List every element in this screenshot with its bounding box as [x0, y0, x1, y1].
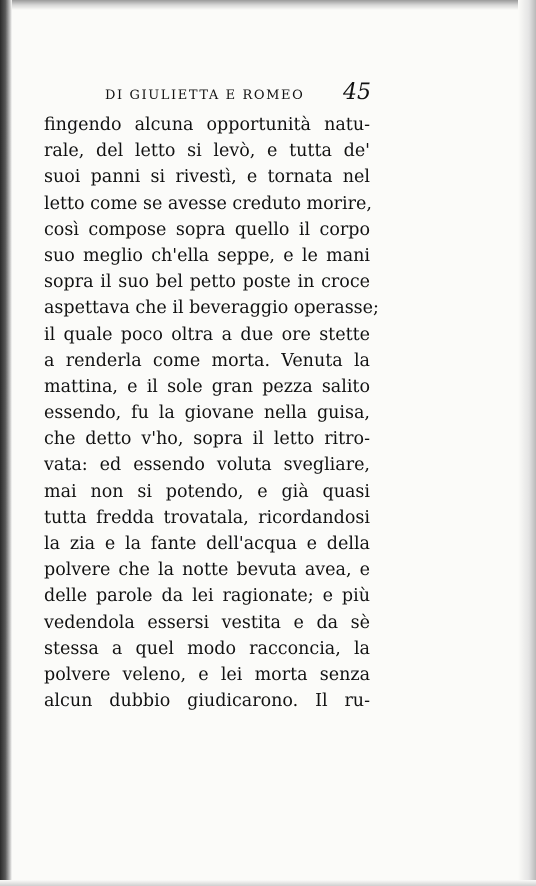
body-text	[44, 112, 379, 714]
page-top-edge	[0, 0, 536, 10]
text-line: tutta fredda trovatala, ricordandosi	[44, 507, 370, 528]
text-line: polvere che la notte bevuta avea, e	[44, 560, 370, 581]
text-line: delle parole da lei ragionate; e più	[44, 586, 370, 607]
page-right-edge	[518, 0, 536, 886]
text-line: così compose sopra quello il corpo	[44, 219, 370, 240]
text-line: suo meglio ch'ella seppe, e le mani	[44, 245, 370, 266]
running-head: DI GIULIETTA E ROMEO	[105, 88, 305, 103]
text-line: vata: ed essendo voluta svegliare,	[44, 455, 370, 476]
text-line: polvere veleno, e lei morta senza	[44, 664, 370, 685]
text-line: mai non si potendo, e già quasi	[44, 481, 370, 502]
text-line: rale, del letto si levò, e tutta de'	[44, 141, 370, 162]
text-line: alcun dubbio giudicarono. Il ru-	[44, 691, 370, 712]
book-gutter-shadow	[0, 0, 12, 886]
text-line: fingendo alcuna opportunità natu-	[44, 115, 370, 135]
text-line: sopra il suo bel petto poste in croce	[44, 272, 370, 293]
text-line: stessa a quel modo racconcia, la	[44, 638, 370, 659]
page-header	[105, 80, 371, 110]
text-line: suoi panni si rivestì, e tornata nel	[44, 167, 370, 188]
text-line: aspettava che il beveraggio operasse;	[44, 298, 379, 319]
page-bottom-edge	[0, 880, 536, 886]
text-line: la zia e la fante dell'acqua e della	[44, 534, 370, 554]
text-line: mattina, e il sole gran pezza salito	[44, 376, 370, 397]
page-number: 45	[343, 80, 371, 105]
text-line: vedendola essersi vestita e da sè	[44, 612, 370, 633]
text-line: essendo, fu la giovane nella guisa,	[44, 403, 370, 424]
text-line: il quale poco oltra a due ore stette	[44, 324, 370, 345]
text-line: a renderla come morta. Venuta la	[44, 350, 370, 371]
text-line: letto come se avesse creduto morire,	[44, 193, 372, 214]
text-line: che detto v'ho, sopra il letto ritro-	[44, 429, 370, 450]
